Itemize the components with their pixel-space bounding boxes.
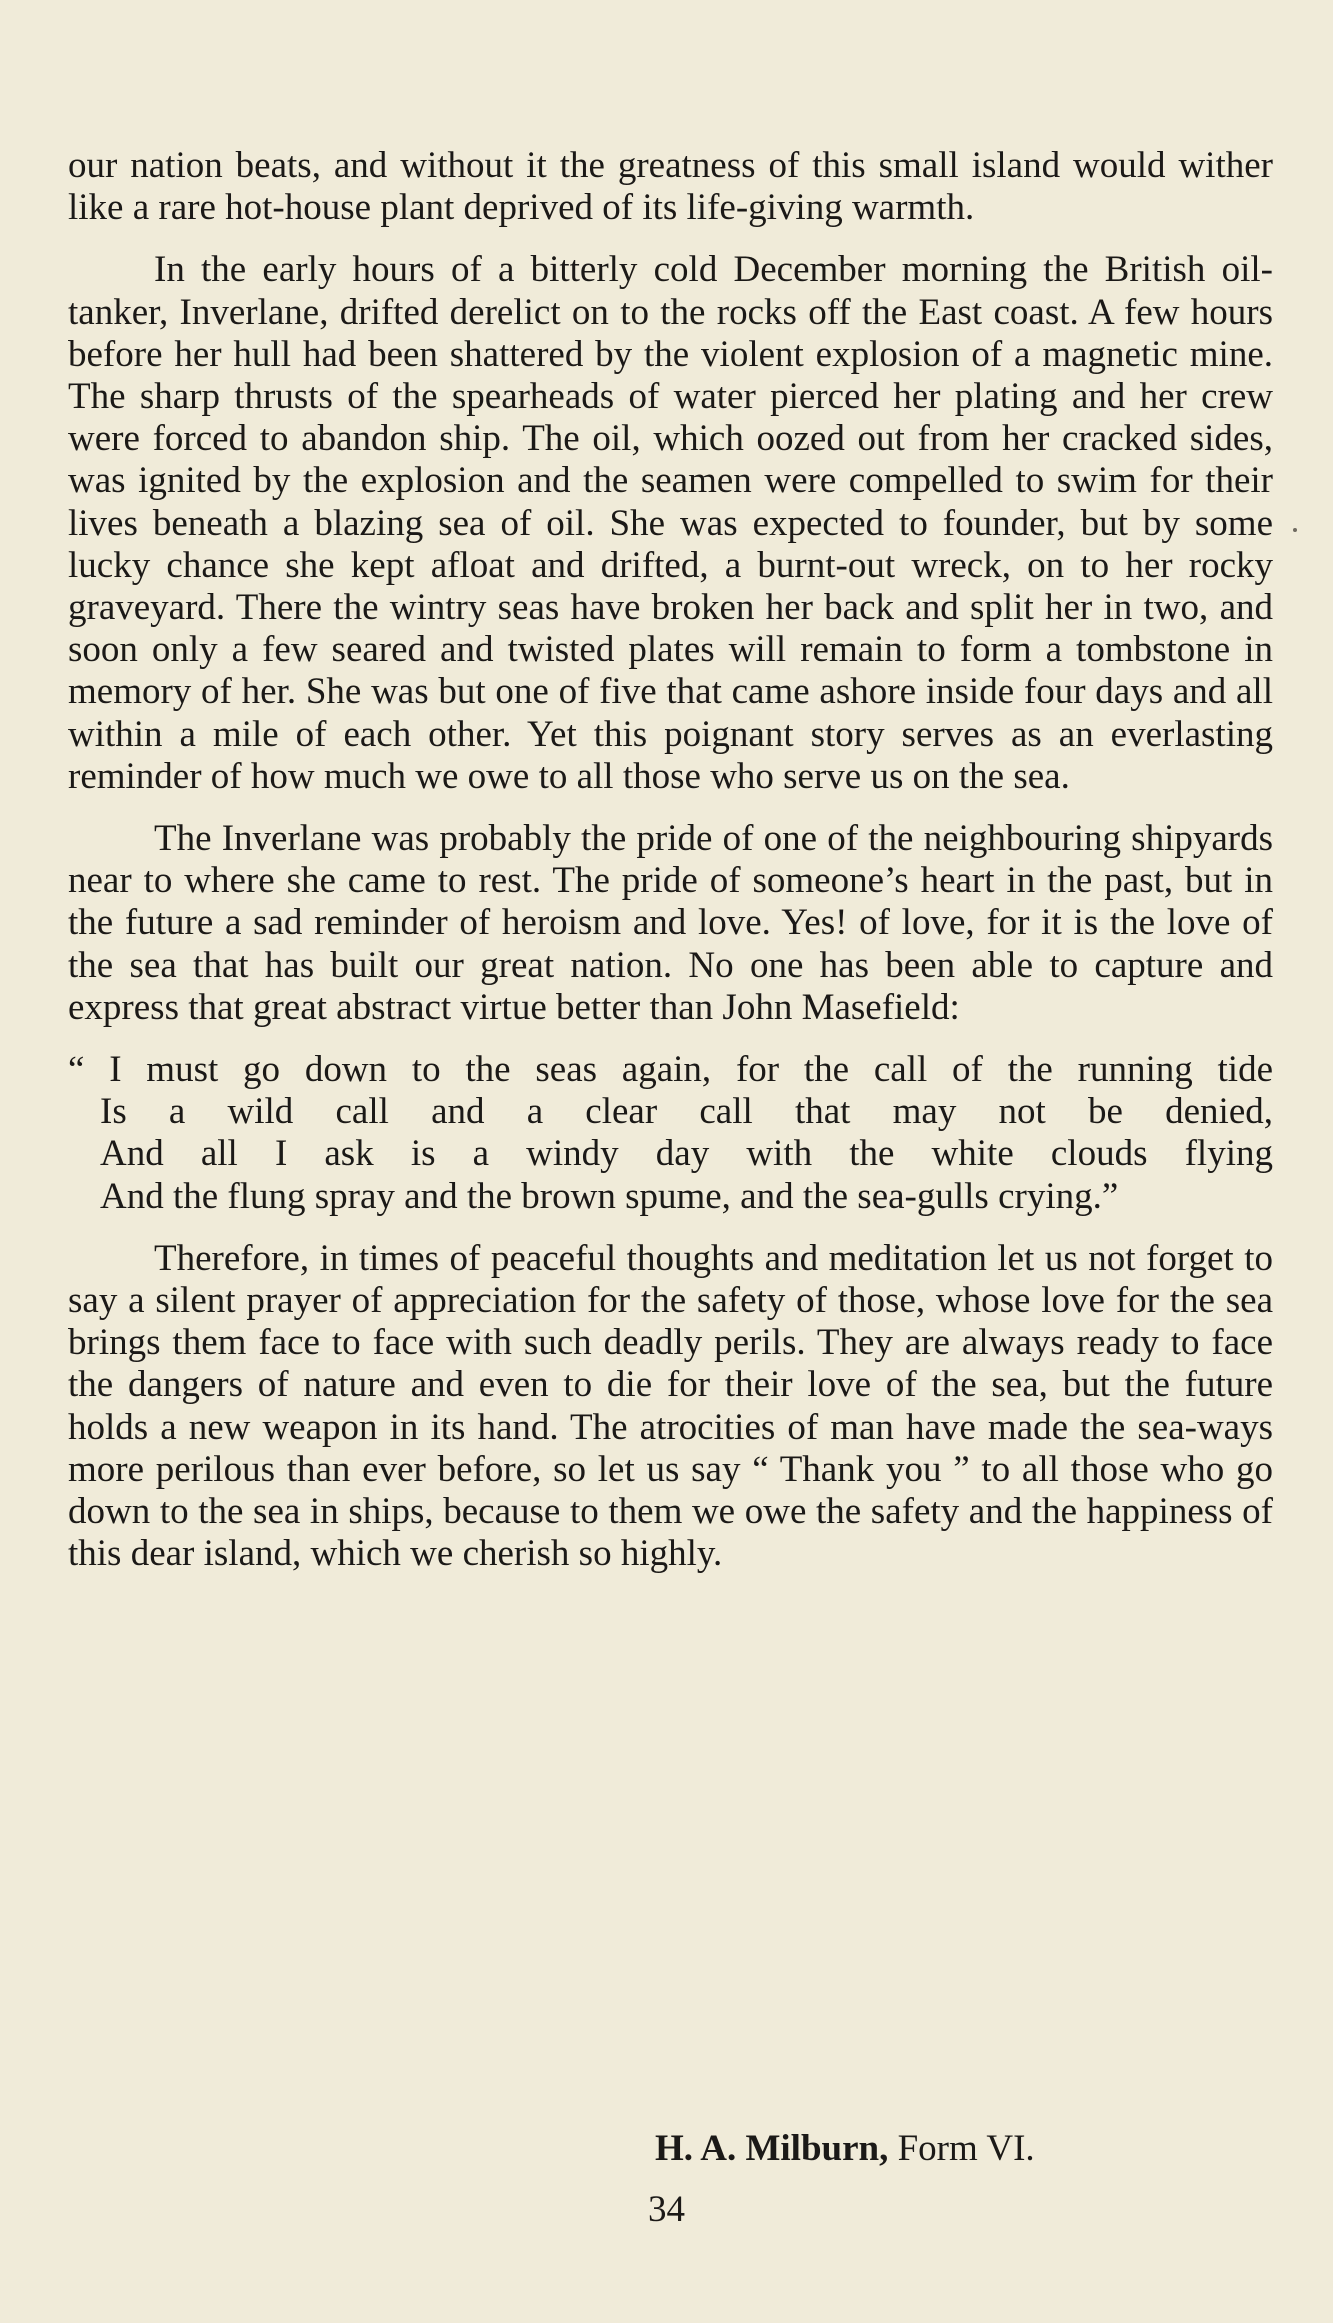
poem-line: And the flung spray and the brown spume, and the sea-gulls crying.” — [100, 1175, 1119, 1217]
text-column — [68, 145, 1273, 1576]
poem-line: Is a wild call and a clear call that may not be denied, — [100, 1091, 1273, 1133]
paragraph-gap — [68, 1218, 1273, 1238]
author-signature — [655, 2128, 1035, 2170]
paragraph-opening: our nation beats, and without it the greatness of this small island would wither like a rare hot-house plant deprived of its life-giving warmth. — [68, 145, 1273, 229]
paragraph-gap — [68, 229, 1273, 249]
paragraph-inverlane-wreck: In the early hours of a bitterly cold December morning the British oil-tanker, Inverlane, drifted derelict on to the rocks off the East coast. A few hours before her hull had been shattered by the violent explosion of a magnetic mine. The sharp thrusts of the spearheads of water pierced her plating and her crew were forced to abandon ship. The oil, which oozed out from her cracked sides, was ignited by the explosion and the seamen were compelled to swim for their lives beneath a blazing sea of oil. She was expected to founder, but by some lucky chance she kept afloat and drifted, a burnt-out wreck, on to her rocky graveyard. There the wintry seas have broken her back and split her in two, and soon only a few seared and twisted plates will remain to form a tombstone in memory of her. She was but one of five that came ashore inside four days and all within a mile of each other. Yet this poignant story serves as an everlasting reminder of how much we owe to all those who serve us on the sea. — [68, 249, 1273, 797]
poem-line: And all I ask is a windy day with the white clouds flying — [100, 1133, 1273, 1175]
paragraph-gap — [68, 798, 1273, 818]
page-number: 34 — [648, 2189, 685, 2230]
paragraph-gap — [68, 1029, 1273, 1049]
poem-line: “ I must go down to the seas again, for the call of the running tide — [68, 1049, 1273, 1091]
masefield-poem-quote — [68, 1049, 1273, 1218]
paragraph-pride-of-shipyards: The Inverlane was probably the pride of one of the neighbouring shipyards near to where she came to rest. The pride of someone’s heart in the past, but in the future a sad reminder of heroism and love. Yes! of love, for it is the love of the sea that has built our great nation. No one has been able to capture and express that great abstract virtue better than John Masefield: — [68, 818, 1273, 1028]
paragraph-closing: Therefore, in times of peaceful thoughts and meditation let us not forget to say a silent prayer of appreciation for the safety of those, whose love for the sea brings them face to face with such deadly perils. They are always ready to face the dangers of nature and even to die for their love of the sea, but the future holds a new weapon in its hand. The atrocities of man have made the sea-ways more perilous than ever before, so let us say “ Thank you ” to all those who go down to the sea in ships, because to them we owe the safety and the happiness of this dear island, which we cherish so highly. — [68, 1237, 1273, 1575]
author-form: Form VI. — [897, 2128, 1035, 2169]
author-name: H. A. Milburn, — [655, 2128, 889, 2169]
print-speck — [1293, 528, 1297, 532]
